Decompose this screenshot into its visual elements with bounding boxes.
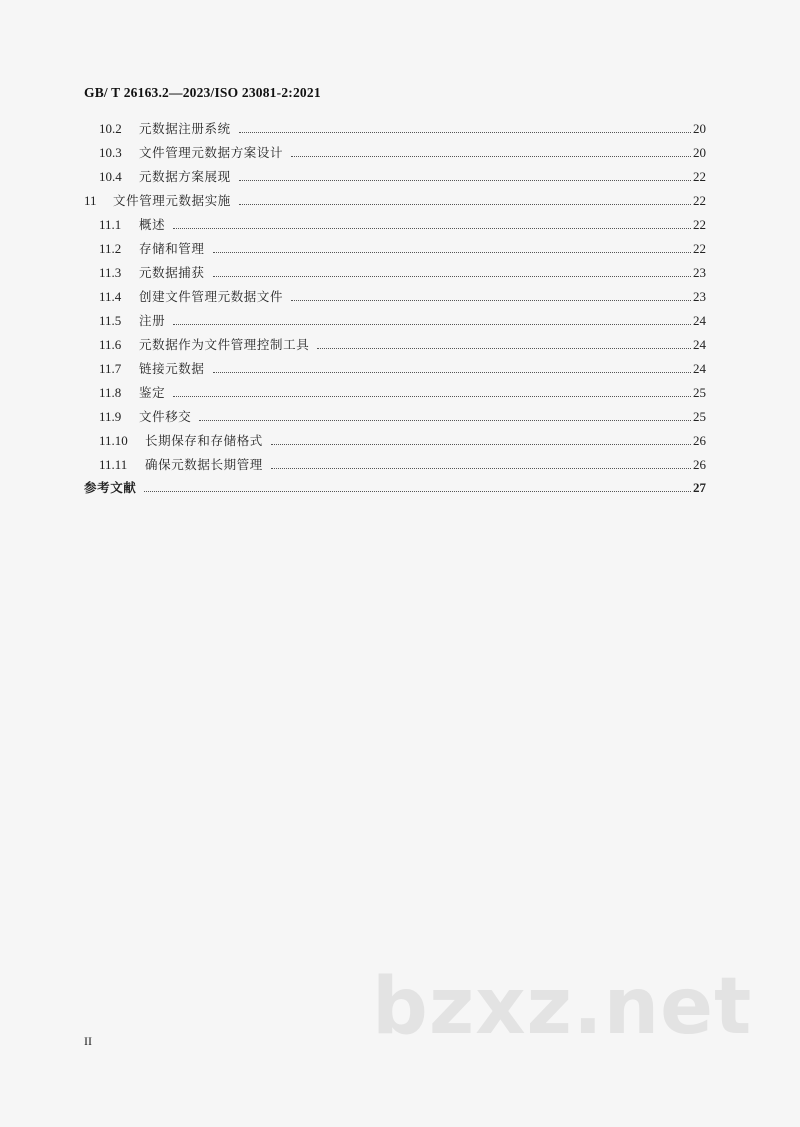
toc-entry[interactable]: [99, 455, 706, 475]
toc-entry-number: 11.8: [99, 385, 122, 400]
toc-entry[interactable]: [99, 359, 706, 379]
toc-leader-dots: [173, 324, 691, 325]
toc-entry-page: 26: [693, 457, 706, 472]
toc-entry-page: 24: [693, 313, 706, 328]
toc-entry[interactable]: [99, 383, 706, 403]
toc-entry-title: 元数据方案展现: [139, 169, 231, 184]
toc-entry-number: 11.5: [99, 313, 122, 328]
toc-entry-number: 11: [84, 193, 97, 208]
toc-entry-page: 27: [693, 480, 706, 495]
toc-entry-number: 11.7: [99, 361, 122, 376]
toc-entry-title: 注册: [139, 313, 166, 328]
toc-entry[interactable]: [99, 335, 706, 355]
toc-entry[interactable]: [99, 431, 706, 451]
toc-entry[interactable]: [99, 311, 706, 331]
toc-leader-dots: [271, 444, 691, 445]
toc-entry-title: 概述: [139, 217, 166, 232]
watermark-logo: bzxz.net: [372, 962, 753, 1052]
toc-entry[interactable]: [99, 407, 706, 427]
toc-entry-page: 23: [693, 265, 706, 280]
toc-entry-page: 25: [693, 409, 706, 424]
toc-entry-page: 26: [693, 433, 706, 448]
toc-entry[interactable]: [99, 143, 706, 163]
toc-entry-number: 10.2: [99, 121, 122, 136]
toc-entry-number: 11.3: [99, 265, 122, 280]
toc-entry-page: 25: [693, 385, 706, 400]
toc-leader-dots: [213, 276, 691, 277]
toc-entry-number: 11.11: [99, 457, 128, 472]
toc-entry-page: 20: [693, 145, 706, 160]
toc-entry-page: 22: [693, 217, 706, 232]
toc-entry-title: 鉴定: [139, 385, 166, 400]
toc-entry-title: 元数据捕获: [139, 265, 205, 280]
toc-entry-number: 11.9: [99, 409, 122, 424]
toc-entry[interactable]: [99, 167, 706, 187]
toc-entry-page: 22: [693, 169, 706, 184]
toc-leader-dots: [213, 252, 691, 253]
toc-leader-dots: [291, 300, 691, 301]
toc-entry[interactable]: [99, 263, 706, 283]
toc-entry-number: 10.3: [99, 145, 122, 160]
toc-entry-title: 长期保存和存储格式: [145, 433, 263, 448]
toc-entry-title: 参考文献: [84, 480, 137, 495]
toc-entry-number: 10.4: [99, 169, 122, 184]
toc-leader-dots: [239, 180, 691, 181]
toc-leader-dots: [317, 348, 691, 349]
toc-entry-title: 存储和管理: [139, 241, 205, 256]
toc-entry-title: 元数据注册系统: [139, 121, 231, 136]
toc-entry-references[interactable]: [84, 478, 706, 498]
toc-entry-number: 11.6: [99, 337, 122, 352]
toc-entry-title: 创建文件管理元数据文件: [139, 289, 284, 304]
page-number: II: [84, 1034, 92, 1048]
toc-entry[interactable]: [99, 239, 706, 259]
toc-leader-dots: [239, 132, 691, 133]
standard-number-header: GB/ T 26163.2—2023/ISO 23081-2:2021: [84, 85, 321, 100]
toc-entry-number: 11.4: [99, 289, 122, 304]
toc-leader-dots: [173, 228, 691, 229]
toc-entry-page: 23: [693, 289, 706, 304]
toc-entry-page: 22: [693, 241, 706, 256]
toc-entry-title: 文件管理元数据方案设计: [139, 145, 284, 160]
toc-leader-dots: [144, 491, 691, 492]
toc-entry-title: 文件移交: [139, 409, 192, 424]
toc-entry-page: 24: [693, 361, 706, 376]
toc-entry-title: 元数据作为文件管理控制工具: [139, 337, 310, 352]
toc-entry-title: 链接元数据: [139, 361, 205, 376]
toc-entry[interactable]: [99, 287, 706, 307]
toc-entry[interactable]: [84, 191, 706, 211]
toc-leader-dots: [291, 156, 691, 157]
toc-leader-dots: [271, 468, 691, 469]
toc-entry[interactable]: [99, 119, 706, 139]
toc-entry[interactable]: [99, 215, 706, 235]
toc-entry-number: 11.2: [99, 241, 122, 256]
toc-entry-title: 确保元数据长期管理: [145, 457, 263, 472]
toc-leader-dots: [173, 396, 691, 397]
toc-entry-page: 24: [693, 337, 706, 352]
toc-entry-page: 20: [693, 121, 706, 136]
toc-leader-dots: [199, 420, 691, 421]
toc-entry-title: 文件管理元数据实施: [113, 193, 231, 208]
toc-leader-dots: [213, 372, 691, 373]
toc-leader-dots: [239, 204, 691, 205]
toc-entry-page: 22: [693, 193, 706, 208]
toc-entry-number: 11.1: [99, 217, 122, 232]
toc-entry-number: 11.10: [99, 433, 128, 448]
